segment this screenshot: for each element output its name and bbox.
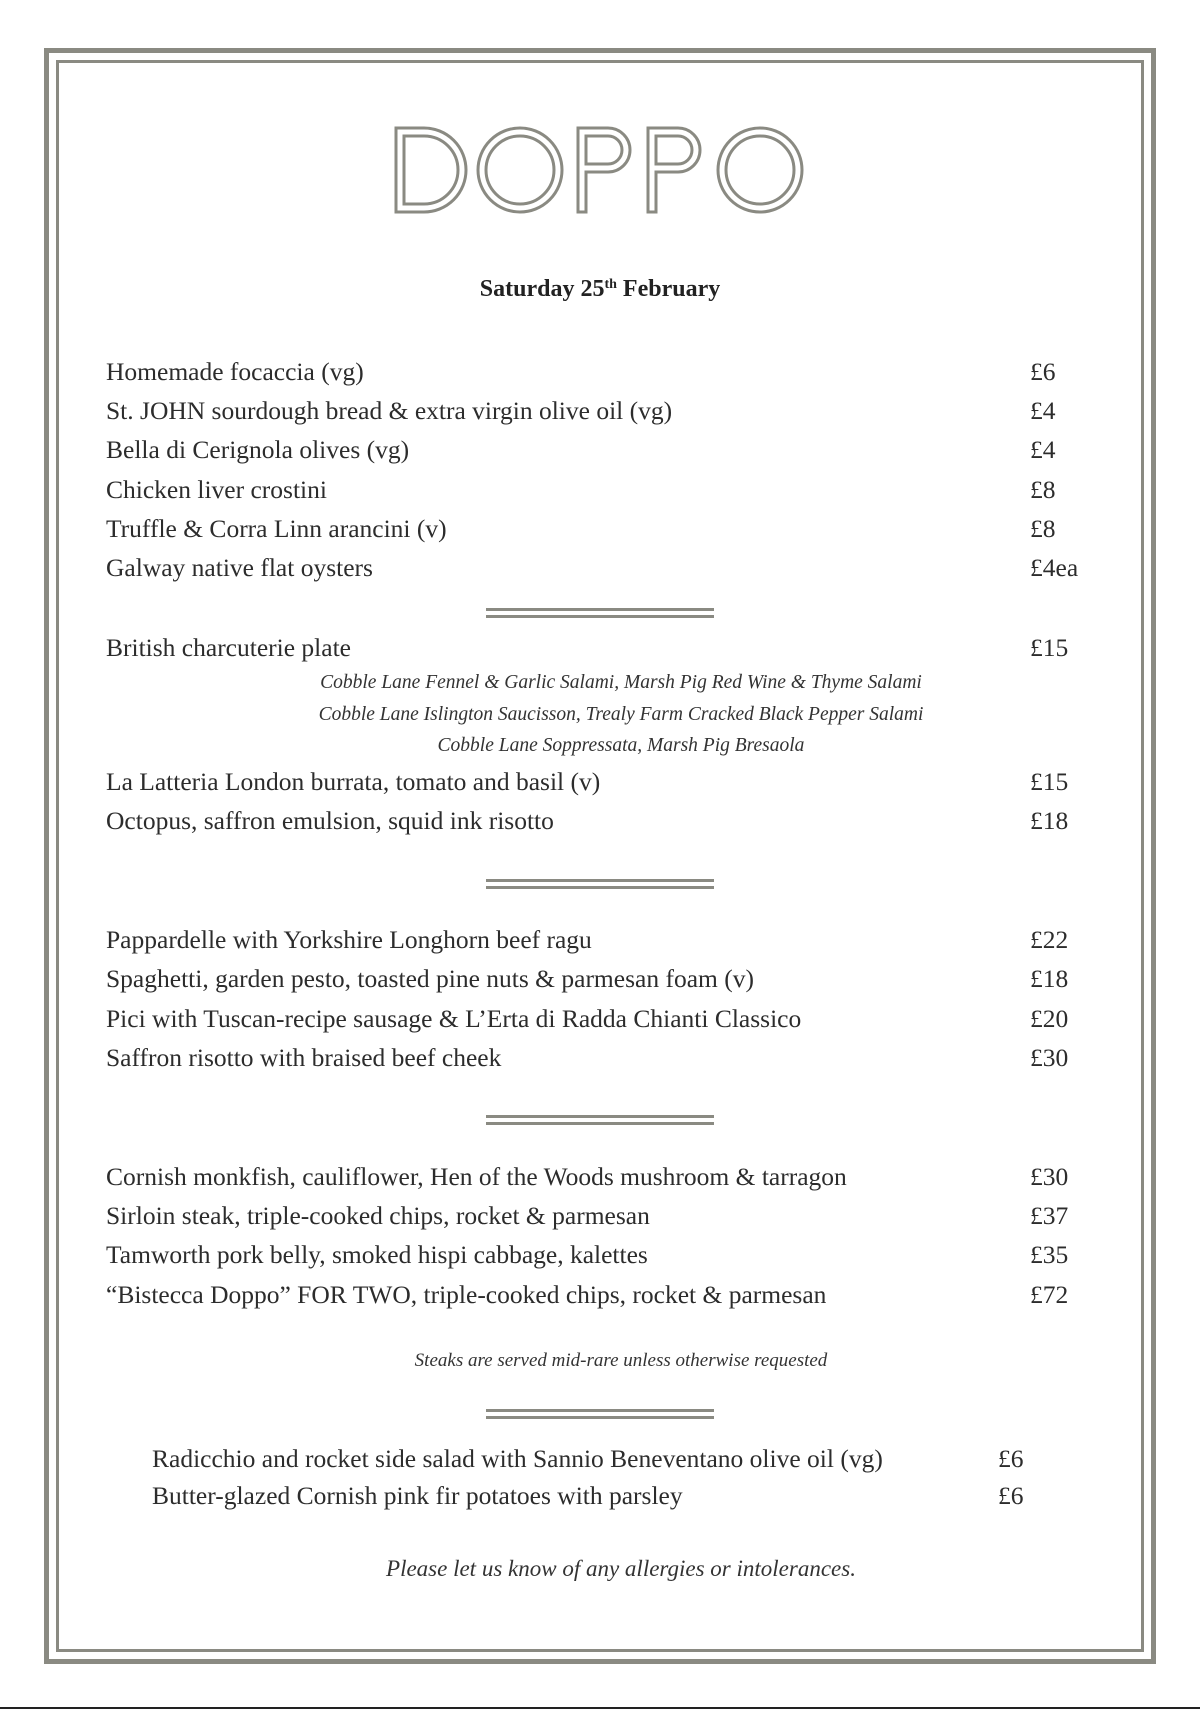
steak-note: Steaks are served mid-rare unless otherwise requested xyxy=(414,1350,828,1371)
page-bottom-rule xyxy=(0,1707,1200,1709)
menu-item xyxy=(106,961,1086,997)
item-name: Pappardelle with Yorkshire Longhorn beef ragu xyxy=(106,925,592,954)
item-price: £8 xyxy=(1030,475,1056,504)
section-divider xyxy=(486,1115,714,1127)
item-name: Bella di Cerignola olives (vg) xyxy=(106,435,410,464)
item-name: La Latteria London burrata, tomato and basil (v) xyxy=(106,767,601,796)
item-name: British charcuterie plate xyxy=(106,633,351,662)
menu-item xyxy=(106,1001,1086,1037)
menu-item xyxy=(152,1478,1052,1514)
item-price: £6 xyxy=(1030,357,1056,386)
item-name: Chicken liver crostini xyxy=(106,475,327,504)
item-price: £37 xyxy=(1030,1201,1069,1230)
allergy-notice: Please let us know of any allergies or intolerances. xyxy=(386,1556,856,1581)
item-price: £22 xyxy=(1030,925,1069,954)
item-price: £15 xyxy=(1030,767,1069,796)
date-day: Saturday 25 xyxy=(479,276,605,302)
item-name: Tamworth pork belly, smoked hispi cabbage, kalettes xyxy=(106,1240,648,1269)
section-divider xyxy=(486,1409,714,1421)
item-price: £18 xyxy=(1030,806,1069,835)
item-price: £30 xyxy=(1030,1043,1069,1072)
item-name: Octopus, saffron emulsion, squid ink risotto xyxy=(106,806,554,835)
menu-item xyxy=(106,803,1086,839)
item-name: Butter-glazed Cornish pink fir potatoes with parsley xyxy=(152,1481,683,1510)
item-price: £72 xyxy=(1030,1280,1069,1309)
item-price: £8 xyxy=(1030,514,1056,543)
item-name: “Bistecca Doppo” FOR TWO, triple-cooked chips, rocket & parmesan xyxy=(106,1280,827,1309)
item-price: £6 xyxy=(998,1444,1024,1473)
menu-item xyxy=(106,432,1086,468)
menu-item xyxy=(106,1159,1086,1195)
menu-item xyxy=(106,630,1086,666)
date-month: February xyxy=(622,276,721,302)
charcuterie-detail: Cobble Lane Fennel & Garlic Salami, Marsh Pig Red Wine & Thyme Salami xyxy=(320,672,922,693)
menu-item xyxy=(106,1198,1086,1234)
item-price: £30 xyxy=(1030,1162,1069,1191)
item-name: Truffle & Corra Linn arancini (v) xyxy=(106,514,447,543)
item-name: Sirloin steak, triple-cooked chips, rocket & parmesan xyxy=(106,1201,650,1230)
item-name: Cornish monkfish, cauliflower, Hen of the Woods mushroom & tarragon xyxy=(106,1162,847,1191)
charcuterie-detail: Cobble Lane Islington Saucisson, Trealy Farm Cracked Black Pepper Salami xyxy=(318,704,924,725)
item-price: £35 xyxy=(1030,1240,1069,1269)
menu-item xyxy=(106,1040,1086,1076)
menu-item xyxy=(106,511,1086,547)
item-price: £4 xyxy=(1030,396,1056,425)
item-price: £18 xyxy=(1030,964,1069,993)
menu-item xyxy=(106,1237,1086,1273)
item-price: £15 xyxy=(1030,633,1069,662)
item-name: Spaghetti, garden pesto, toasted pine nuts & parmesan foam (v) xyxy=(106,964,754,993)
item-name: Radicchio and rocket side salad with Sannio Beneventano olive oil (vg) xyxy=(152,1444,883,1473)
menu-item xyxy=(106,922,1086,958)
menu-item xyxy=(106,550,1086,586)
menu-item xyxy=(106,354,1086,390)
item-name: Galway native flat oysters xyxy=(106,553,373,582)
date-ordinal: th xyxy=(604,277,617,292)
item-price: £4 xyxy=(1030,435,1056,464)
charcuterie-detail: Cobble Lane Soppressata, Marsh Pig Bresaola xyxy=(437,735,805,756)
menu-item xyxy=(152,1441,1052,1477)
menu-item xyxy=(106,764,1086,800)
doppo-logo xyxy=(0,120,1200,225)
menu-date xyxy=(0,276,1200,303)
item-price: £6 xyxy=(998,1481,1024,1510)
menu-item xyxy=(106,472,1086,508)
menu-item xyxy=(106,393,1086,429)
section-divider xyxy=(486,879,714,891)
item-price: £4ea xyxy=(1030,553,1079,582)
item-name: Saffron risotto with braised beef cheek xyxy=(106,1043,502,1072)
item-name: St. JOHN sourdough bread & extra virgin olive oil (vg) xyxy=(106,396,673,425)
menu-item xyxy=(106,1277,1086,1313)
item-name: Homemade focaccia (vg) xyxy=(106,357,364,386)
item-price: £20 xyxy=(1030,1004,1069,1033)
section-divider xyxy=(486,608,714,620)
item-name: Pici with Tuscan-recipe sausage & L’Erta di Radda Chianti Classico xyxy=(106,1004,802,1033)
